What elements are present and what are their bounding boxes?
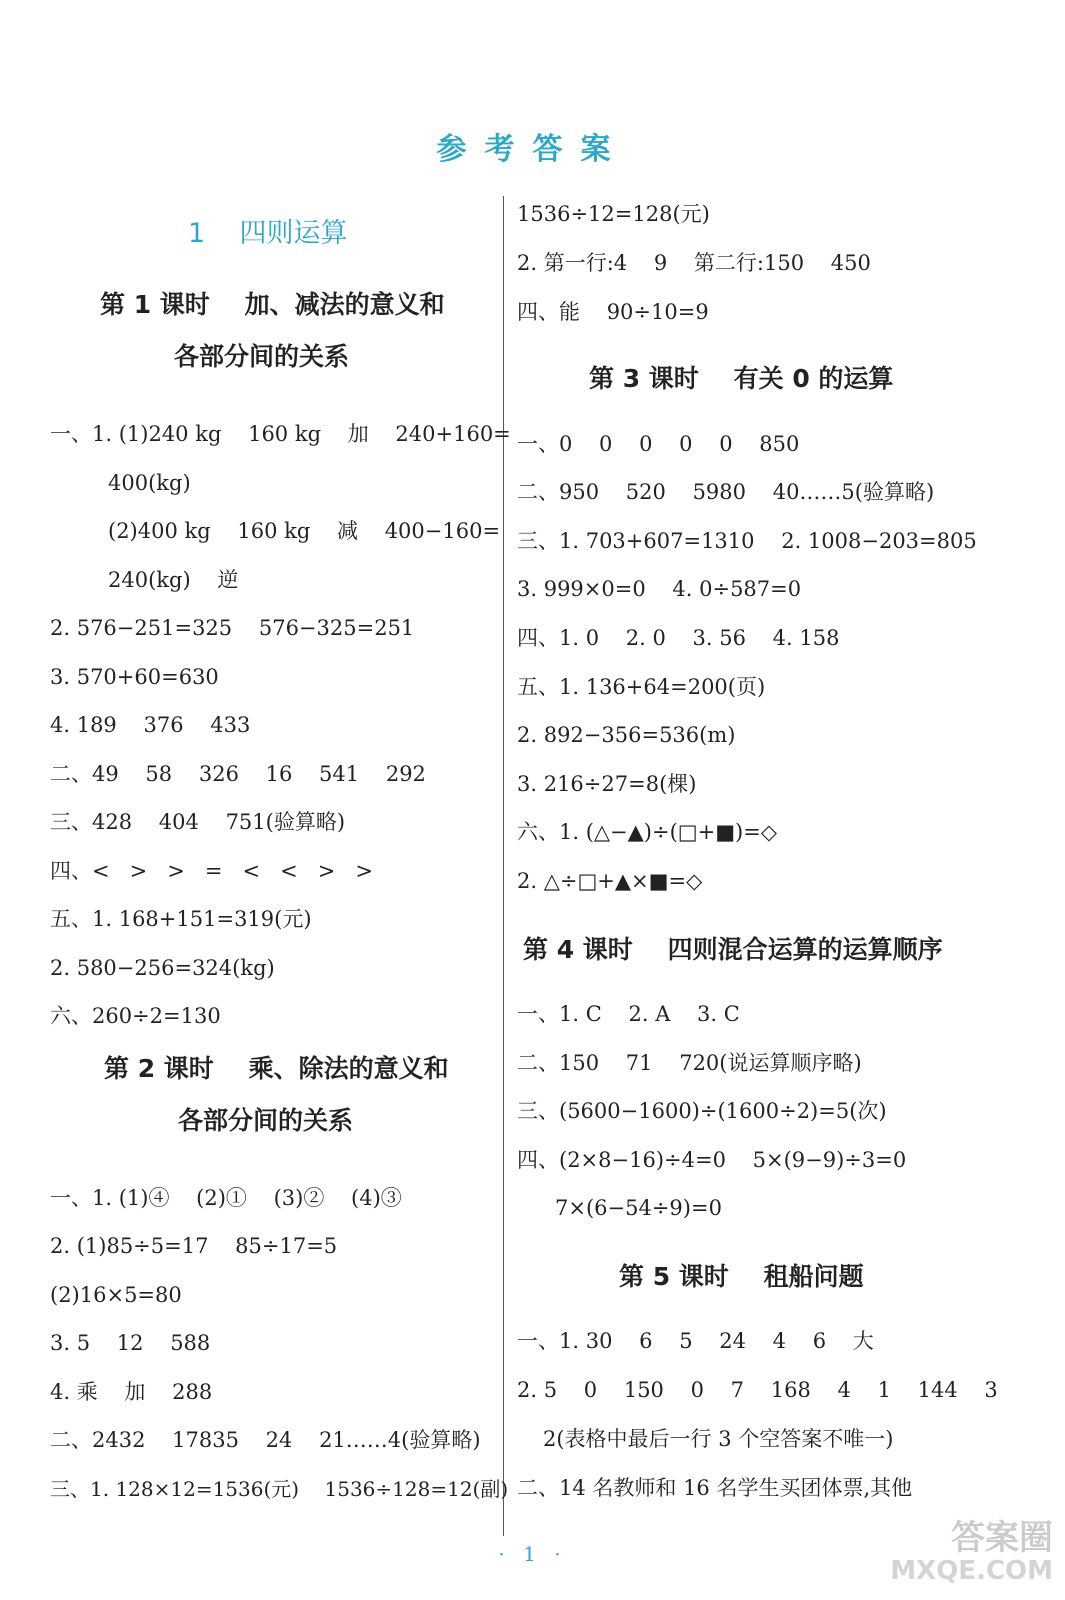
answer-line: 三、1. 128×12=1536(元) 1536÷128=12(副) xyxy=(50,1477,509,1501)
lesson1-title-line2: 各部分间的关系 xyxy=(174,342,350,371)
answer-line: 3. 5 12 588 xyxy=(50,1331,211,1355)
watermark-text: 答案圈 xyxy=(951,1518,1053,1558)
answer-line: 4. 189 376 433 xyxy=(50,713,251,737)
lesson5-title: 第 5 课时 租船问题 xyxy=(619,1262,864,1291)
page-title: 参考答案 xyxy=(436,132,629,167)
answer-line: 二、150 71 720(说运算顺序略) xyxy=(517,1051,862,1075)
watermark-logo xyxy=(863,1510,1053,1586)
answer-line: 2. △÷□+▲×■=◇ xyxy=(517,869,703,893)
answer-line: 3. 570+60=630 xyxy=(50,665,219,689)
lesson2-title-line1: 第 2 课时 乘、除法的意义和 xyxy=(104,1054,449,1083)
answer-line: 三、(5600−1600)÷(1600÷2)=5(次) xyxy=(517,1099,887,1123)
answer-line: 1536÷12=128(元) xyxy=(517,202,710,226)
answer-line: 400(kg) xyxy=(108,471,191,495)
answer-line: 四、(2×8−16)÷4=0 5×(9−9)÷3=0 xyxy=(517,1148,907,1172)
answer-line: 六、1. (△−▲)÷(□+■)=◇ xyxy=(517,820,777,844)
answer-line: 3. 999×0=0 4. 0÷587=0 xyxy=(517,577,802,601)
answer-line: 2(表格中最后一行 3 个空答案不唯一) xyxy=(543,1427,894,1451)
chapter-title: 1 四则运算 xyxy=(188,218,348,249)
column-divider xyxy=(503,196,504,1536)
lesson2-title-line2: 各部分间的关系 xyxy=(178,1106,354,1135)
answer-line: 三、428 404 751(验算略) xyxy=(50,810,346,834)
answer-line: 二、14 名教师和 16 名学生买团体票,其他 xyxy=(517,1476,913,1500)
answer-line: (2)400 kg 160 kg 减 400−160= xyxy=(108,519,501,543)
answer-line: 四、< > > = < < > > xyxy=(50,859,373,883)
answer-line: 一、1. C 2. A 3. C xyxy=(517,1002,740,1026)
answer-line: 2. 892−356=536(m) xyxy=(517,723,736,747)
answer-line: 四、1. 0 2. 0 3. 56 4. 158 xyxy=(517,626,840,650)
answer-line: 二、950 520 5980 40……5(验算略) xyxy=(517,480,935,504)
answer-line: 2. (1)85÷5=17 85÷17=5 xyxy=(50,1234,338,1258)
answer-line: 2. 580−256=324(kg) xyxy=(50,956,275,980)
answer-line: 2. 第一行:4 9 第二行:150 450 xyxy=(517,251,871,275)
answer-line: 一、0 0 0 0 0 850 xyxy=(517,432,800,456)
answer-line: 二、2432 17835 24 21……4(验算略) xyxy=(50,1428,481,1452)
answer-line: 3. 216÷27=8(棵) xyxy=(517,772,697,796)
watermark-url: MXQE.COM xyxy=(890,1556,1053,1586)
page-number: · 1 · xyxy=(498,1542,567,1566)
answer-line: 一、1. (1)240 kg 160 kg 加 240+160= xyxy=(50,422,511,446)
lesson4-title: 第 4 课时 四则混合运算的运算顺序 xyxy=(523,935,943,964)
answer-line: 一、1. 30 6 5 24 4 6 大 xyxy=(517,1329,874,1353)
lesson3-title: 第 3 课时 有关 0 的运算 xyxy=(589,364,894,393)
answer-line: 二、49 58 326 16 541 292 xyxy=(50,762,426,786)
answer-line: 五、1. 136+64=200(页) xyxy=(517,675,766,699)
answer-line: 2. 576−251=325 576−325=251 xyxy=(50,616,415,640)
answer-line: 一、1. (1)④ (2)① (3)② (4)③ xyxy=(50,1186,402,1210)
lesson1-title-line1: 第 1 课时 加、减法的意义和 xyxy=(100,290,445,319)
answer-line: 2. 5 0 150 0 7 168 4 1 144 3 xyxy=(517,1378,998,1402)
answer-line: 五、1. 168+151=319(元) xyxy=(50,907,312,931)
answer-line: 240(kg) 逆 xyxy=(108,568,239,592)
answer-line: 三、1. 703+607=1310 2. 1008−203=805 xyxy=(517,529,977,553)
answer-line: (2)16×5=80 xyxy=(50,1283,182,1307)
answer-line: 四、能 90÷10=9 xyxy=(517,300,709,324)
answer-line: 六、260÷2=130 xyxy=(50,1004,221,1028)
answer-line: 4. 乘 加 288 xyxy=(50,1380,213,1404)
answer-line: 7×(6−54÷9)=0 xyxy=(555,1196,722,1220)
